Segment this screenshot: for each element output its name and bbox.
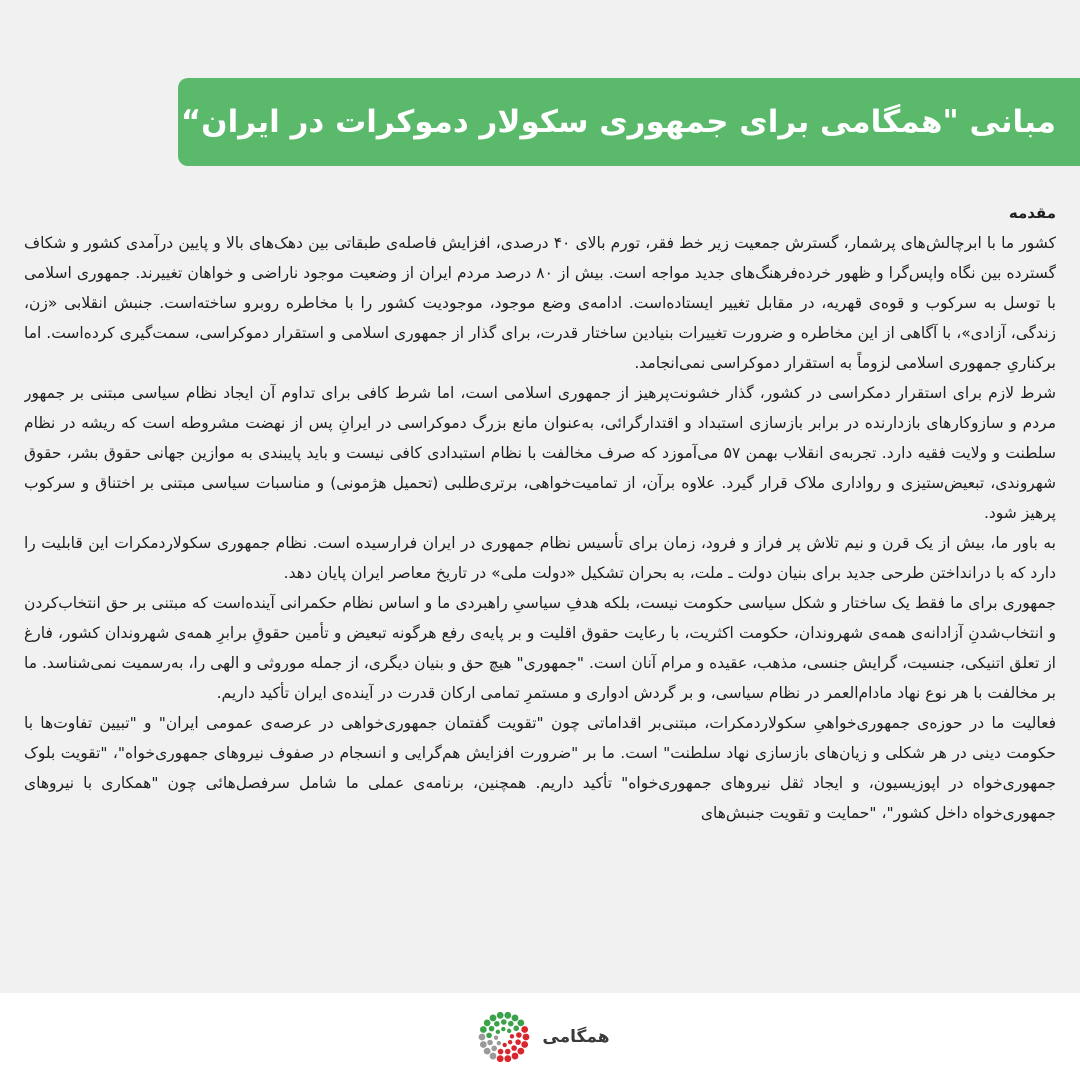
brand-logo-icon (476, 1009, 532, 1065)
logo-dot (496, 1030, 500, 1034)
logo-dot (488, 1040, 494, 1046)
logo-dot (489, 1026, 495, 1032)
logo-dot (497, 1055, 504, 1062)
paragraph-1: کشور ما با ابرچالش‌های پرشمار، گسترش جمعیت زیر خط فقر، تورم بالای ۴۰ درصدی، افزایش فاصله‌ی طبقاتی بین دهک‌های بالا و پایین درآمدی کشور و شکاف گسترده بین نگاه واپس‌گرا و ظهور خرده‌فرهنگ‌های جدید مواجه است. بیش از ۸۰ درصد مردم ایران از وضعیت موجود ناراضی و خواهان تغییرند. جمهوری اسلامی با توسل به سرکوب و قوه‌ی قهریه، در مقابل تغییر ایستاده‌است. ادامه‌ی وضع موجود، موجودیت کشور را با مخاطره روبرو ساخته‌است. جنبش انقلابی «زن، زندگی، آزادی»، با آگاهی از این مخاطره و ضرورت تغییرات بنیادین ساختار قدرت، برای گذار از جمهوری اسلامی و استقرار دموکراسی، سمت‌گیری کرده‌است. اما برکناریِ جمهوری اسلامی لزوماً به استقرار دموکراسی نمی‌انجامد. (24, 234, 1056, 372)
logo-dot (502, 1027, 506, 1031)
logo-dot (492, 1046, 498, 1052)
brand-name: همگامی (542, 1027, 610, 1047)
footer (0, 993, 1080, 1080)
page-title: مبانی "همگامی برای جمهوری سکولار دموکرات در ایران“ (180, 104, 1056, 140)
logo-dot (501, 1019, 507, 1025)
logo-dot (514, 1026, 520, 1032)
logo-dot (484, 1048, 491, 1055)
logo-dot (497, 1012, 504, 1019)
logo-dot (479, 1034, 486, 1041)
logo-dot (516, 1039, 522, 1045)
logo-dot (505, 1055, 512, 1062)
article-body (24, 198, 1056, 988)
logo-dot (518, 1019, 525, 1026)
title-banner (178, 78, 1080, 166)
logo-dot (512, 1045, 518, 1051)
logo-dot (484, 1019, 491, 1026)
logo-dot (518, 1048, 525, 1055)
logo-dot (505, 1049, 511, 1055)
logo-dot (522, 1026, 529, 1033)
paragraph-3: به باور ما، بیش از یک قرن و نیم تلاش پر فراز و فرود، زمان برای تأسیس نظام جمهوری در ایران فرارسیده است. نظام جمهوری سکولاردمکرات این قابلیت را دارد که با درانداختن طرحی جدید برای بنیان دولت ـ ملت، به بحران تشکیل «دولت ملی» در تاریخ معاصر ایران پایان دهد. (24, 534, 1056, 582)
logo-dot (507, 1029, 511, 1033)
logo-dot (512, 1015, 519, 1022)
paragraph-5: فعالیت ما در حوزه‌ی جمهوری‌خواهیِ سکولاردمکرات، مبتنی‌بر اقداماتی چون "تقویت گفتمان جمهوری‌خواهی در عرصه‌ی عمومی ایران" و "تبیین تفاوت‌ها با حکومت دینی در هر شکلی و زیان‌های بازسازی نهاد سلطنت" است. ما بر "ضرورت افزایش هم‌گرایی و انسجام در صفوف نیروهای جمهوری‌خواه"، "تقویت بلوک جمهوری‌خواه در اپوزیسیون، و ایجاد ثقل نیروهای جمهوری‌خواه" تأکید داریم. همچنین، برنامه‌ی عملی ما شامل سرفصل‌هائی چون "همکاری با نیروهای جمهوری‌خواه داخل کشور"، "حمایت و تقویت جنبش‌های (24, 714, 1056, 822)
logo-dot (498, 1049, 504, 1055)
logo-dot (490, 1053, 497, 1060)
logo-dot (487, 1033, 493, 1039)
logo-dot (508, 1021, 514, 1027)
logo-dot (494, 1035, 498, 1039)
logo-dot (522, 1041, 529, 1048)
section-heading: مقدمه (1008, 204, 1056, 222)
logo-dot (512, 1053, 519, 1060)
logo-dot (516, 1032, 522, 1038)
logo-dot (505, 1012, 512, 1019)
logo-dot (497, 1041, 501, 1045)
logo-dot (503, 1043, 507, 1047)
footer-brand (468, 1007, 618, 1067)
logo-dot (490, 1015, 497, 1022)
logo-dot (510, 1034, 514, 1038)
logo-dot (480, 1026, 487, 1033)
logo-dot (480, 1041, 487, 1048)
paragraph-2: شرط لازم برای استقرار دمکراسی در کشور، گذار خشونت‌پرهیز از جمهوری اسلامی است، اما شرط کافی برای تداوم آن ایجاد نظام سیاسی مبتنی بر جمهور مردم و سازوکارهای بازدارنده در برابر بازسازی استبداد و اقتدارگرائی، به‌عنوان مانع بزرگ دموکراسی در ایرانِ پس از نهضت مشروطه است که ریشه در نظام سلطنت و ولایت فقیه دارد. تجربه‌ی انقلاب بهمن ۵۷ می‌آموزد که صرف مخالفت با نظام استبدادی کافی نیست و باید پایبندی به موازین جهانی حقوق بشر، حقوق شهروندی، تبعیض‌ستیزی و رواداری ملاک قرار گیرد. علاوه برآن، از تمامیت‌خواهی، برتری‌طلبی (تحمیل هژمونی) و مناسبات سیاسی مبتنی بر اختناق و سرکوب پرهیز شود. (24, 384, 1056, 522)
paragraph-4: جمهوری برای ما فقط یک ساختار و شکل سیاسی حکومت نیست، بلکه هدفِ سیاسیِ راهبردی ما و اساس نظام حکمرانی آینده‌است که مبتنی بر حق انتخاب‌کردن و انتخاب‌شدنِ آزادانه‌ی همه‌ی شهروندان، حکومت اکثریت، با رعایت حقوق اقلیت و بر پایه‌ی رفع هرگونه تبعیض و تأمین حقوقِ برابرِ همه‌ی شهروندان کشور، فارغ از تعلق اتنیکی، جنسیت، گرایش جنسی، مذهب، عقیده و مرام آنان است. "جمهوری" هیچ حق و بنیان دیگری، از جمله موروثی و الهی را، به‌رسمیت نمی‌شناسد. ما بر مخالفت با هر نوع نهاد مادام‌العمر در نظام سیاسی، و بر گردش ادواری و مستمرِ تمامی ارکان قدرت در آینده‌ی ایران تأکید داریم. (24, 594, 1056, 702)
logo-dot (508, 1040, 512, 1044)
logo-dot (523, 1034, 530, 1041)
logo-dot (494, 1021, 500, 1027)
